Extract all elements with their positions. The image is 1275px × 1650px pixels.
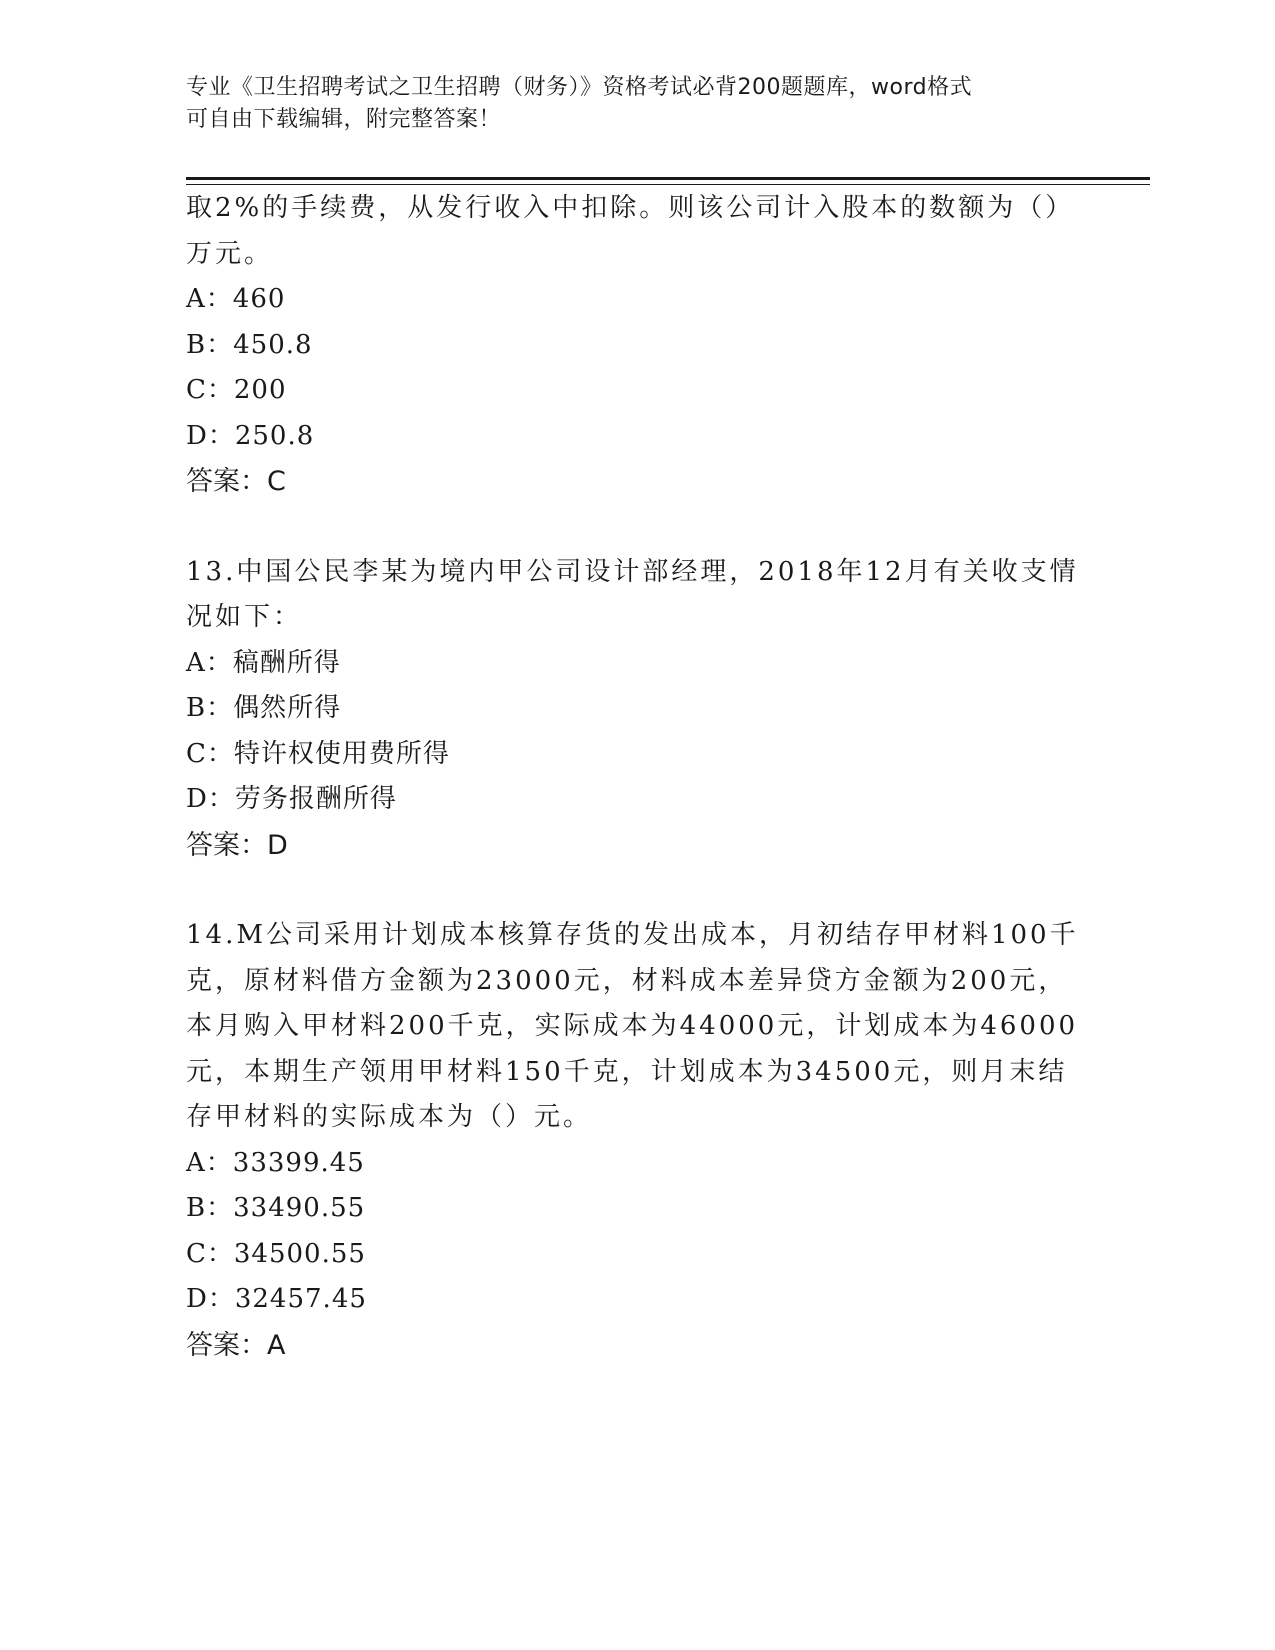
header-divider-thick	[186, 177, 1150, 180]
option-d: D：32457.45	[186, 1284, 367, 1314]
question-text-line: 取2%的手续费，从发行收入中扣除。则该公司计入股本的数额为（）	[186, 193, 1075, 223]
option-b: B：450.8	[186, 329, 313, 360]
question-13	[186, 550, 1086, 869]
header-divider-thin	[186, 184, 1150, 185]
answer-line: 答案：D	[186, 829, 288, 861]
option-b: B：偶然所得	[186, 693, 342, 723]
question-text-line: 况如下：	[186, 602, 303, 632]
option-c: C：200	[186, 375, 287, 405]
option-d: D：劳务报酬所得	[186, 784, 397, 814]
option-d: D：250.8	[186, 420, 315, 451]
option-a: A：33399.45	[186, 1147, 365, 1178]
question-spacer	[186, 868, 1086, 913]
question-spacer	[186, 505, 1086, 550]
question-text-line: 14.M公司采用计划成本核算存货的发出成本，月初结存甲材料100千	[186, 920, 1079, 950]
question-text-line: 存甲材料的实际成本为（）元。	[186, 1102, 593, 1132]
option-a: A：460	[186, 284, 286, 314]
option-b: B：33490.55	[186, 1193, 366, 1223]
question-text-line: 克，原材料借方金额为23000元，材料成本差异贷方金额为200元，	[186, 965, 1068, 996]
question-text-line: 万元。	[186, 238, 274, 269]
option-a: A：稿酬所得	[186, 647, 341, 678]
header-title-line-1: 专业《卫生招聘考试之卫生招聘（财务）》资格考试必背200题题库，word格式	[186, 75, 973, 100]
question-list	[186, 186, 1086, 1368]
question-text-line: 本月购入甲材料200千克，实际成本为44000元，计划成本为46000	[186, 1011, 1079, 1041]
header-title-line-2: 可自由下载编辑，附完整答案！	[186, 107, 502, 132]
option-c: C：34500.55	[186, 1238, 366, 1269]
answer-line: 答案：C	[186, 466, 286, 497]
answer-line: 答案：A	[186, 1329, 286, 1361]
document-header	[186, 72, 1066, 136]
question-text-line: 元，本期生产领用甲材料150千克，计划成本为34500元，则月末结	[186, 1056, 1068, 1087]
question-12	[186, 186, 1086, 505]
question-14	[186, 913, 1086, 1368]
question-text-line: 13.中国公民李某为境内甲公司设计部经理，2018年12月有关收支情	[186, 556, 1079, 587]
option-c: C：特许权使用费所得	[186, 738, 450, 769]
